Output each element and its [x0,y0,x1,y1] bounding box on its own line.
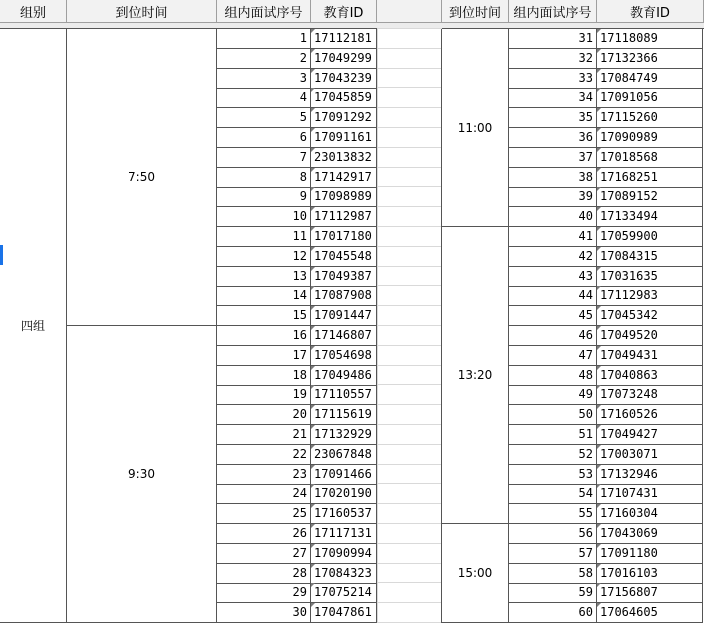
edu-id-cell[interactable]: 17142917 [311,168,377,188]
gridline [377,28,442,29]
seq-cell[interactable]: 3 [217,69,311,89]
edu-id-cell[interactable]: 17091292 [311,108,377,128]
edu-id-cell[interactable]: 17059900 [597,227,703,247]
gridline [377,87,442,88]
seq-cell[interactable]: 35 [509,108,597,128]
seq-cell[interactable]: 27 [217,544,311,564]
seq-cell[interactable]: 50 [509,405,597,425]
seq-cell[interactable]: 10 [217,207,311,227]
edu-id-cell[interactable]: 17133494 [597,207,703,227]
edu-id-cell[interactable]: 17091161 [311,128,377,148]
arrival-time-cell[interactable]: 13:20 [442,227,509,524]
gridline [377,622,442,623]
seq-cell[interactable]: 23 [217,465,311,485]
edu-id-cell[interactable]: 17075214 [311,583,377,603]
seq-cell[interactable]: 15 [217,306,311,326]
seq-cell[interactable]: 29 [217,583,311,603]
gridline [377,464,442,465]
seq-cell[interactable]: 52 [509,445,597,465]
edu-id-cell[interactable]: 17049486 [311,366,377,386]
seq-cell[interactable]: 25 [217,504,311,524]
gridline [377,424,442,425]
seq-cell[interactable]: 42 [509,247,597,267]
edu-id-cell[interactable]: 17049387 [311,267,377,287]
row-selection-marker [0,245,3,265]
column-header[interactable]: 到位时间 [442,0,509,23]
seq-cell[interactable]: 53 [509,465,597,485]
gap-border-left [377,29,378,623]
edu-id-cell[interactable]: 17031635 [597,267,703,287]
edu-id-cell[interactable]: 17064605 [597,603,703,623]
edu-id-cell[interactable]: 17073248 [597,385,703,405]
seq-cell[interactable]: 24 [217,484,311,504]
seq-cell[interactable]: 45 [509,306,597,326]
seq-cell[interactable]: 31 [509,29,597,49]
edu-id-cell[interactable]: 17047861 [311,603,377,623]
seq-cell[interactable]: 48 [509,366,597,386]
seq-cell[interactable]: 26 [217,524,311,544]
seq-cell[interactable]: 47 [509,346,597,366]
seq-cell[interactable]: 30 [217,603,311,623]
seq-cell[interactable]: 54 [509,484,597,504]
gridline [377,147,442,148]
gridline [377,563,442,564]
seq-cell[interactable]: 40 [509,207,597,227]
edu-id-cell[interactable]: 17115260 [597,108,703,128]
edu-id-cell[interactable]: 17091466 [311,465,377,485]
gridline [377,246,442,247]
group-cell[interactable]: 四组 [0,29,67,623]
arrival-time-cell[interactable]: 11:00 [442,29,509,227]
edu-id-cell[interactable]: 17049427 [597,425,703,445]
seq-cell[interactable]: 17 [217,346,311,366]
edu-id-cell[interactable]: 17091447 [311,306,377,326]
seq-cell[interactable]: 28 [217,564,311,584]
gridline [377,483,442,484]
edu-id-cell[interactable]: 17017180 [311,227,377,247]
edu-id-cell[interactable]: 17089152 [597,187,703,207]
edu-id-cell[interactable]: 17091180 [597,544,703,564]
gridline [377,127,442,128]
edu-id-cell[interactable]: 17132366 [597,49,703,69]
gridline [377,404,442,405]
seq-cell[interactable]: 2 [217,49,311,69]
edu-id-cell[interactable]: 17090989 [597,128,703,148]
edu-id-cell[interactable]: 17043239 [311,69,377,89]
gridline [377,186,442,187]
gridline [377,285,442,286]
seq-cell[interactable]: 59 [509,583,597,603]
gridline [377,206,442,207]
gridline [377,543,442,544]
edu-id-cell[interactable]: 17117131 [311,524,377,544]
seq-cell[interactable]: 14 [217,286,311,306]
seq-cell[interactable]: 46 [509,326,597,346]
gridline [377,167,442,168]
column-header-blank[interactable] [377,0,442,23]
edu-id-cell[interactable]: 17132929 [311,425,377,445]
seq-cell[interactable]: 55 [509,504,597,524]
seq-cell[interactable]: 57 [509,544,597,564]
seq-cell[interactable]: 36 [509,128,597,148]
seq-cell[interactable]: 41 [509,227,597,247]
edu-id-cell[interactable]: 17118089 [597,29,703,49]
seq-cell[interactable]: 56 [509,524,597,544]
arrival-time-cell[interactable]: 7:50 [67,29,217,326]
column-header[interactable]: 组内面试序号 [217,0,311,23]
seq-cell[interactable]: 16 [217,326,311,346]
seq-cell[interactable]: 43 [509,267,597,287]
edu-id-cell[interactable]: 17018568 [597,148,703,168]
edu-id-cell[interactable]: 17160304 [597,504,703,524]
edu-id-cell[interactable]: 17091056 [597,88,703,108]
edu-id-cell[interactable]: 17112987 [311,207,377,227]
seq-cell[interactable]: 18 [217,366,311,386]
seq-cell[interactable]: 22 [217,445,311,465]
seq-cell[interactable]: 11 [217,227,311,247]
column-header[interactable]: 组别 [0,0,67,23]
seq-cell[interactable]: 21 [217,425,311,445]
seq-cell[interactable]: 51 [509,425,597,445]
arrival-time-cell[interactable]: 15:00 [442,524,509,623]
gridline [377,602,442,603]
edu-id-cell[interactable]: 17156807 [597,583,703,603]
edu-id-cell[interactable]: 17098989 [311,187,377,207]
seq-cell[interactable]: 12 [217,247,311,267]
edu-id-cell[interactable]: 17049431 [597,346,703,366]
edu-id-cell[interactable]: 17146807 [311,326,377,346]
edu-id-cell[interactable]: 17115619 [311,405,377,425]
edu-id-cell[interactable]: 17112181 [311,29,377,49]
seq-cell[interactable]: 6 [217,128,311,148]
edu-id-cell[interactable]: 17110557 [311,385,377,405]
gridline [377,325,442,326]
gridline [377,266,442,267]
seq-cell[interactable]: 37 [509,148,597,168]
edu-id-cell[interactable]: 17049520 [597,326,703,346]
seq-cell[interactable]: 34 [509,88,597,108]
edu-id-cell[interactable]: 17016103 [597,564,703,584]
gridline [377,305,442,306]
edu-id-cell[interactable]: 17168251 [597,168,703,188]
seq-cell[interactable]: 19 [217,385,311,405]
column-header[interactable]: 教育ID [311,0,377,23]
edu-id-cell[interactable]: 17112983 [597,286,703,306]
edu-id-cell[interactable]: 17107431 [597,484,703,504]
column-header[interactable]: 到位时间 [67,0,217,23]
edu-id-cell[interactable]: 17045548 [311,247,377,267]
gridline [377,107,442,108]
edu-id-cell[interactable]: 17040863 [597,366,703,386]
edu-id-cell[interactable]: 17003071 [597,445,703,465]
seq-cell[interactable]: 38 [509,168,597,188]
edu-id-cell[interactable]: 17045859 [311,88,377,108]
edu-id-cell[interactable]: 23013832 [311,148,377,168]
gridline [377,384,442,385]
seq-cell[interactable]: 44 [509,286,597,306]
edu-id-cell[interactable]: 17090994 [311,544,377,564]
data-top-border [442,28,704,29]
gridline [377,365,442,366]
edu-id-cell[interactable]: 17084323 [311,564,377,584]
seq-cell[interactable]: 60 [509,603,597,623]
seq-cell[interactable]: 9 [217,187,311,207]
edu-id-cell[interactable]: 17084315 [597,247,703,267]
edu-id-cell[interactable]: 17054698 [311,346,377,366]
edu-id-cell[interactable]: 17043069 [597,524,703,544]
gridline [377,68,442,69]
edu-id-cell[interactable]: 17045342 [597,306,703,326]
edu-id-cell[interactable]: 17049299 [311,49,377,69]
seq-cell[interactable]: 4 [217,88,311,108]
column-header[interactable]: 组内面试序号 [509,0,597,23]
edu-id-cell[interactable]: 17160526 [597,405,703,425]
edu-id-cell[interactable]: 23067848 [311,445,377,465]
edu-id-cell[interactable]: 17084749 [597,69,703,89]
column-header[interactable]: 教育ID [597,0,704,23]
seq-cell[interactable]: 32 [509,49,597,69]
seq-cell[interactable]: 20 [217,405,311,425]
gridline [377,503,442,504]
edu-id-cell[interactable]: 17020190 [311,484,377,504]
seq-cell[interactable]: 58 [509,564,597,584]
seq-cell[interactable]: 49 [509,385,597,405]
gridline [377,444,442,445]
seq-cell[interactable]: 1 [217,29,311,49]
gridline [377,226,442,227]
seq-cell[interactable]: 39 [509,187,597,207]
edu-id-cell[interactable]: 17087908 [311,286,377,306]
seq-cell[interactable]: 7 [217,148,311,168]
seq-cell[interactable]: 13 [217,267,311,287]
data-top-border [0,28,377,29]
arrival-time-cell[interactable]: 9:30 [67,326,217,623]
seq-cell[interactable]: 8 [217,168,311,188]
edu-id-cell[interactable]: 17132946 [597,465,703,485]
gridline [377,345,442,346]
gridline [377,582,442,583]
edu-id-cell[interactable]: 17160537 [311,504,377,524]
gridline [377,523,442,524]
seq-cell[interactable]: 5 [217,108,311,128]
gridline [377,48,442,49]
seq-cell[interactable]: 33 [509,69,597,89]
